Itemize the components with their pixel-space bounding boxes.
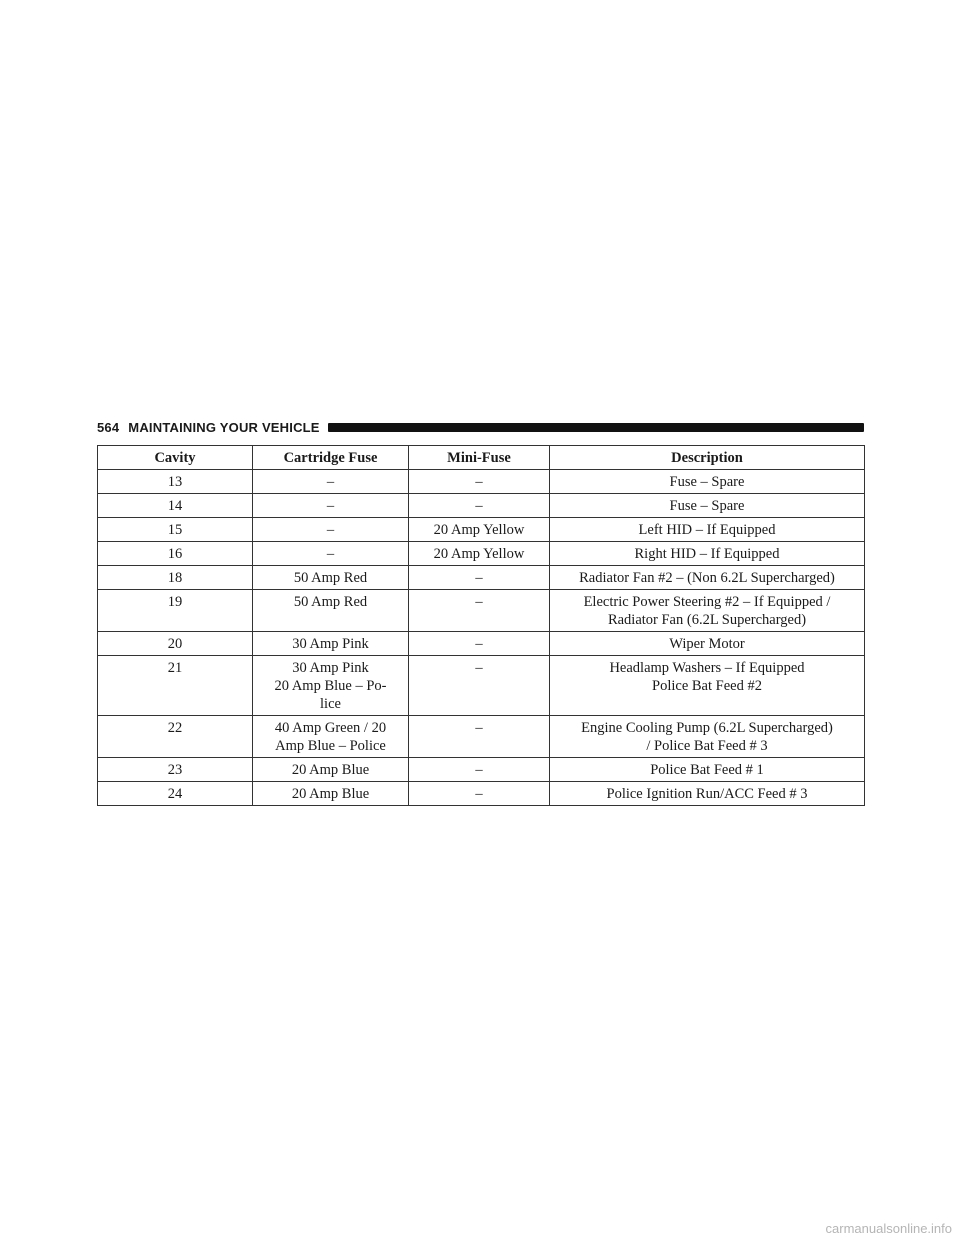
cavity-cell: 18 <box>98 566 253 590</box>
cartridge-fuse-cell-line: – <box>326 546 335 562</box>
description-cell <box>550 566 865 590</box>
cartridge-fuse-cell-line: 40 Amp Green / 20 <box>274 720 387 736</box>
column-header-cavity: Cavity <box>98 446 253 470</box>
cavity-cell: 14 <box>98 494 253 518</box>
mini-fuse-cell: – <box>409 716 550 758</box>
cavity-cell: 23 <box>98 758 253 782</box>
cartridge-fuse-cell <box>253 782 409 806</box>
description-cell <box>550 716 865 758</box>
cartridge-fuse-cell-line: – <box>326 498 335 514</box>
cartridge-fuse-cell <box>253 716 409 758</box>
description-cell-line: Police Bat Feed # 1 <box>650 762 764 778</box>
mini-fuse-cell: – <box>409 656 550 716</box>
table-row <box>98 716 865 758</box>
table-row <box>98 494 865 518</box>
column-header-cartridge-fuse: Cartridge Fuse <box>253 446 409 470</box>
description-cell-line: / Police Bat Feed # 3 <box>646 738 768 754</box>
description-cell-line: Left HID – If Equipped <box>638 522 776 538</box>
description-cell <box>550 542 865 566</box>
cavity-cell: 21 <box>98 656 253 716</box>
cartridge-fuse-cell <box>253 758 409 782</box>
cartridge-fuse-cell-line: 20 Amp Blue <box>291 762 370 778</box>
description-cell-line: Fuse – Spare <box>669 474 745 490</box>
cartridge-fuse-cell-line: 50 Amp Red <box>293 594 368 610</box>
description-cell <box>550 590 865 632</box>
table-row <box>98 518 865 542</box>
mini-fuse-cell: – <box>409 470 550 494</box>
cavity-cell: 15 <box>98 518 253 542</box>
cartridge-fuse-cell <box>253 518 409 542</box>
fuse-table <box>97 445 865 806</box>
cartridge-fuse-cell-line: 30 Amp Pink <box>292 636 369 652</box>
description-cell <box>550 758 865 782</box>
description-cell <box>550 470 865 494</box>
cartridge-fuse-cell-line: 30 Amp Pink <box>292 660 369 676</box>
table-header-row <box>98 446 865 470</box>
page-header <box>97 416 864 438</box>
mini-fuse-cell: – <box>409 632 550 656</box>
mini-fuse-cell: 20 Amp Yellow <box>409 518 550 542</box>
cartridge-fuse-cell-line: 20 Amp Blue <box>291 786 370 802</box>
description-cell-line: Right HID – If Equipped <box>634 546 780 562</box>
cavity-cell: 24 <box>98 782 253 806</box>
mini-fuse-cell: – <box>409 566 550 590</box>
cavity-cell: 16 <box>98 542 253 566</box>
cartridge-fuse-cell <box>253 494 409 518</box>
cartridge-fuse-cell <box>253 566 409 590</box>
column-header-description: Description <box>550 446 865 470</box>
description-cell-line: Radiator Fan #2 – (Non 6.2L Supercharged) <box>579 570 835 586</box>
mini-fuse-cell: – <box>409 758 550 782</box>
table-row <box>98 590 865 632</box>
cartridge-fuse-cell <box>253 470 409 494</box>
cartridge-fuse-cell <box>253 632 409 656</box>
section-title: MAINTAINING YOUR VEHICLE <box>128 419 320 435</box>
table-row <box>98 566 865 590</box>
table-body <box>98 470 865 806</box>
cavity-cell: 20 <box>98 632 253 656</box>
table-row <box>98 782 865 806</box>
column-header-mini-fuse: Mini-Fuse <box>409 446 550 470</box>
description-cell-line: Electric Power Steering #2 – If Equipped / <box>583 594 831 610</box>
cartridge-fuse-cell-line: lice <box>320 696 341 712</box>
cartridge-fuse-cell <box>253 590 409 632</box>
page-number: 564 <box>97 419 120 435</box>
mini-fuse-cell: – <box>409 590 550 632</box>
description-cell-line: Police Bat Feed #2 <box>652 678 762 694</box>
description-cell-line: Police Ignition Run/ACC Feed # 3 <box>606 786 808 802</box>
cartridge-fuse-cell-line: 20 Amp Blue – Po- <box>274 678 387 694</box>
header-rule <box>328 423 864 432</box>
table-row <box>98 470 865 494</box>
description-cell <box>550 518 865 542</box>
mini-fuse-cell: – <box>409 782 550 806</box>
cartridge-fuse-cell-line: – <box>326 474 335 490</box>
cartridge-fuse-cell-line: – <box>326 522 335 538</box>
cavity-cell: 13 <box>98 470 253 494</box>
description-cell <box>550 656 865 716</box>
cartridge-fuse-cell <box>253 656 409 716</box>
watermark-credit: carmanualsonline.info <box>825 1221 952 1236</box>
table-row <box>98 632 865 656</box>
table-row <box>98 656 865 716</box>
description-cell <box>550 494 865 518</box>
table-row <box>98 542 865 566</box>
cavity-cell: 22 <box>98 716 253 758</box>
description-cell <box>550 632 865 656</box>
table-row <box>98 758 865 782</box>
description-cell-line: Fuse – Spare <box>669 498 745 514</box>
mini-fuse-cell: 20 Amp Yellow <box>409 542 550 566</box>
cartridge-fuse-cell <box>253 542 409 566</box>
description-cell-line: Headlamp Washers – If Equipped <box>609 660 805 676</box>
description-cell-line: Engine Cooling Pump (6.2L Supercharged) <box>581 720 833 736</box>
cartridge-fuse-cell-line: Amp Blue – Police <box>275 738 386 754</box>
mini-fuse-cell: – <box>409 494 550 518</box>
description-cell <box>550 782 865 806</box>
cavity-cell: 19 <box>98 590 253 632</box>
cartridge-fuse-cell-line: 50 Amp Red <box>293 570 368 586</box>
description-cell-line: Wiper Motor <box>669 636 745 652</box>
description-cell-line: Radiator Fan (6.2L Supercharged) <box>607 612 807 628</box>
